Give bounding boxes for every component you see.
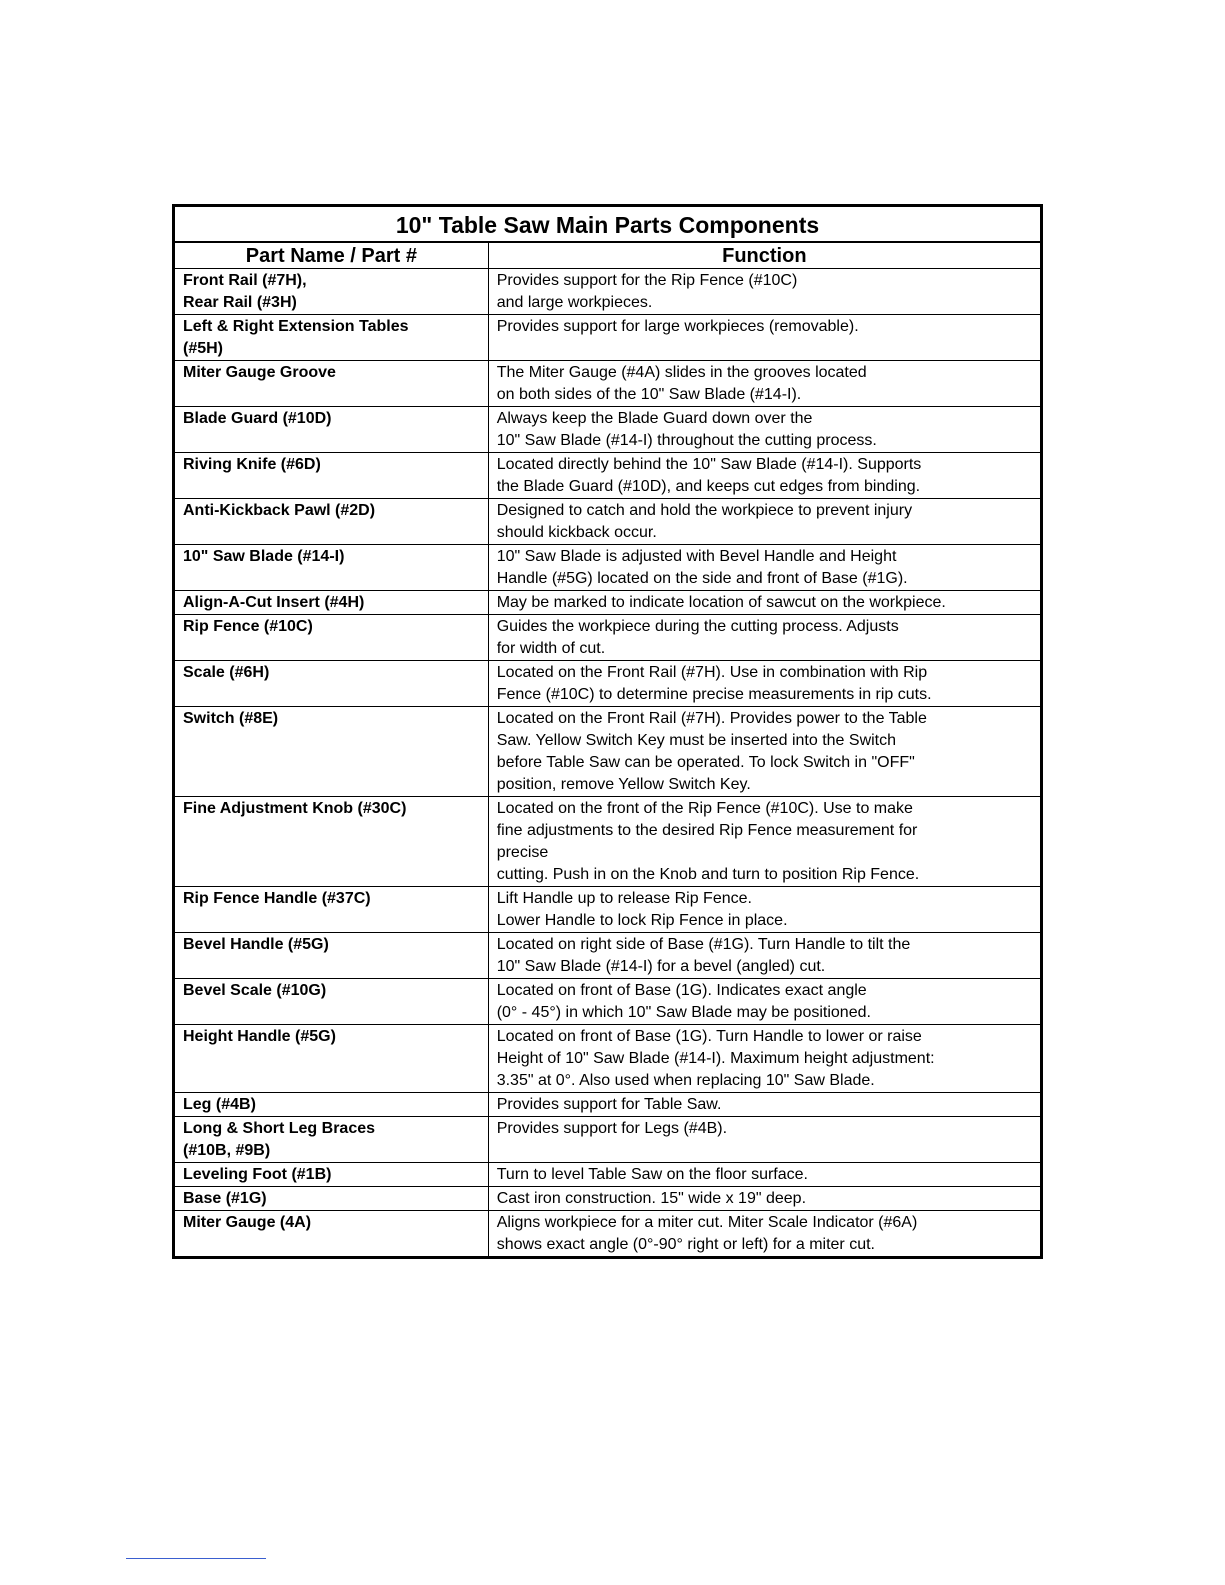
part-name-cell: Left & Right Extension Tables (#5H) [174, 315, 489, 361]
function-cell: Provides support for large workpieces (removable). [488, 315, 1041, 361]
table-row [174, 591, 1042, 615]
function-cell: 10" Saw Blade is adjusted with Bevel Handle and Height Handle (#5G) located on the side and front of Base (#1G). [488, 545, 1041, 591]
table-row [174, 407, 1042, 453]
table-row [174, 797, 1042, 887]
table-row [174, 1211, 1042, 1258]
function-cell: Always keep the Blade Guard down over the 10" Saw Blade (#14-I) throughout the cutting process. [488, 407, 1041, 453]
function-cell: Located on right side of Base (#1G). Turn Handle to tilt the 10" Saw Blade (#14-I) for a bevel (angled) cut. [488, 933, 1041, 979]
table-title: 10" Table Saw Main Parts Components [174, 206, 1042, 243]
part-name-cell: Fine Adjustment Knob (#30C) [174, 797, 489, 887]
table-row [174, 545, 1042, 591]
table-row [174, 1093, 1042, 1117]
part-name-cell: Align-A-Cut Insert (#4H) [174, 591, 489, 615]
table-row [174, 933, 1042, 979]
part-name-cell: Miter Gauge (4A) [174, 1211, 489, 1258]
table-row [174, 661, 1042, 707]
function-cell: Located on front of Base (1G). Indicates exact angle (0° - 45°) in which 10" Saw Blade may be positioned. [488, 979, 1041, 1025]
table-row [174, 269, 1042, 315]
function-cell: Provides support for Table Saw. [488, 1093, 1041, 1117]
function-cell: The Miter Gauge (#4A) slides in the grooves located on both sides of the 10" Saw Blade (#14-I). [488, 361, 1041, 407]
part-name-cell: Bevel Scale (#10G) [174, 979, 489, 1025]
parts-table-body [174, 269, 1042, 1258]
header-row [174, 242, 1042, 269]
table-row [174, 979, 1042, 1025]
table-row [174, 887, 1042, 933]
part-name-cell: Leg (#4B) [174, 1093, 489, 1117]
part-name-cell: Long & Short Leg Braces (#10B, #9B) [174, 1117, 489, 1163]
function-cell: Cast iron construction. 15" wide x 19" deep. [488, 1187, 1041, 1211]
part-name-cell: Height Handle (#5G) [174, 1025, 489, 1093]
table-row [174, 1163, 1042, 1187]
function-cell: Provides support for the Rip Fence (#10C) and large workpieces. [488, 269, 1041, 315]
title-row [174, 206, 1042, 243]
function-cell: Located on the Front Rail (#7H). Use in combination with Rip Fence (#10C) to determine precise measurements in rip cuts. [488, 661, 1041, 707]
table-row [174, 361, 1042, 407]
part-name-cell: Miter Gauge Groove [174, 361, 489, 407]
function-cell: Lift Handle up to release Rip Fence. Lower Handle to lock Rip Fence in place. [488, 887, 1041, 933]
function-cell: May be marked to indicate location of sawcut on the workpiece. [488, 591, 1041, 615]
table-row [174, 615, 1042, 661]
parts-components-table [172, 204, 1043, 1259]
part-name-cell: Front Rail (#7H), Rear Rail (#3H) [174, 269, 489, 315]
part-name-cell: Scale (#6H) [174, 661, 489, 707]
table-row [174, 1117, 1042, 1163]
function-cell: Located on the Front Rail (#7H). Provides power to the Table Saw. Yellow Switch Key must be inserted into the Switch before Table Saw can be operated. To lock Switch in "OFF" position, remove Yellow Switch Key. [488, 707, 1041, 797]
table-row [174, 1187, 1042, 1211]
function-cell: Located directly behind the 10" Saw Blade (#14-I). Supports the Blade Guard (#10D), and keeps cut edges from binding. [488, 453, 1041, 499]
table-row [174, 315, 1042, 361]
part-name-cell: Base (#1G) [174, 1187, 489, 1211]
footer-underline [126, 1558, 266, 1559]
column-header-part: Part Name / Part # [174, 242, 489, 269]
table-row [174, 453, 1042, 499]
part-name-cell: 10" Saw Blade (#14-I) [174, 545, 489, 591]
part-name-cell: Bevel Handle (#5G) [174, 933, 489, 979]
part-name-cell: Anti-Kickback Pawl (#2D) [174, 499, 489, 545]
function-cell: Provides support for Legs (#4B). [488, 1117, 1041, 1163]
part-name-cell: Leveling Foot (#1B) [174, 1163, 489, 1187]
part-name-cell: Switch (#8E) [174, 707, 489, 797]
part-name-cell: Rip Fence Handle (#37C) [174, 887, 489, 933]
table-row [174, 1025, 1042, 1093]
function-cell: Aligns workpiece for a miter cut. Miter Scale Indicator (#6A) shows exact angle (0°-90° right or left) for a miter cut. [488, 1211, 1041, 1258]
function-cell: Turn to level Table Saw on the floor surface. [488, 1163, 1041, 1187]
function-cell: Guides the workpiece during the cutting process. Adjusts for width of cut. [488, 615, 1041, 661]
function-cell: Located on the front of the Rip Fence (#10C). Use to make fine adjustments to the desired Rip Fence measurement for precise cutting. Push in on the Knob and turn to position Rip Fence. [488, 797, 1041, 887]
table-row [174, 707, 1042, 797]
part-name-cell: Rip Fence (#10C) [174, 615, 489, 661]
column-header-function: Function [488, 242, 1041, 269]
part-name-cell: Riving Knife (#6D) [174, 453, 489, 499]
function-cell: Designed to catch and hold the workpiece to prevent injury should kickback occur. [488, 499, 1041, 545]
table-row [174, 499, 1042, 545]
part-name-cell: Blade Guard (#10D) [174, 407, 489, 453]
function-cell: Located on front of Base (1G). Turn Handle to lower or raise Height of 10" Saw Blade (#14-I). Maximum height adjustment: 3.35" at 0°. Also used when replacing 10" Saw Blade. [488, 1025, 1041, 1093]
